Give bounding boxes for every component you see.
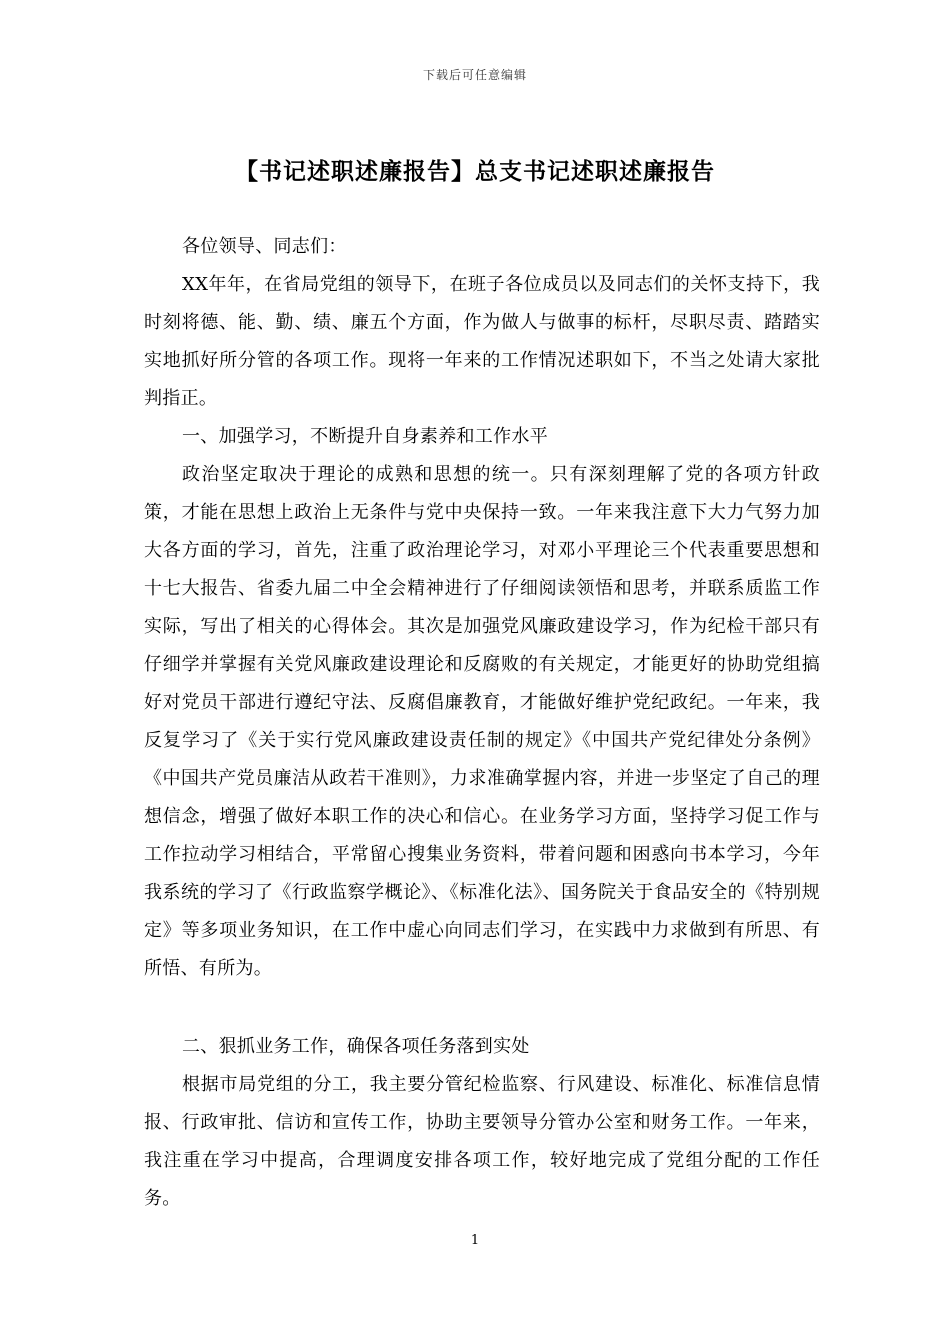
section-1-paragraph: 政治坚定取决于理论的成熟和思想的统一。只有深刻理解了党的各项方针政策，才能在思想上政治上无条件与党中央保持一致。一年来我注意下大力气努力加大各方面的学习，首先，注重了政治理论学习，对邓小平理论三个代表重要思想和十七大报告、省委九届二中全会精神进行了仔细阅读领悟和思考，并联系质监工作实际，写出了相关的心得体会。其次是加强党风廉政建设学习，作为纪检干部只有仔细学并掌握有关党风廉政建设理论和反腐败的有关规定，才能更好的协助党组搞好对党员干部进行遵纪守法、反腐倡廉教育，才能做好维护党纪政纪。一年来，我反复学习了《关于实行党风廉政建设责任制的规定》《中国共产党纪律处分条例》《中国共产党员廉洁从政若干准则》，力求准确掌握内容，并进一步坚定了自己的理想信念，增强了做好本职工作的决心和信心。在业务学习方面，坚持学习促工作与工作拉动学习相结合，平常留心搜集业务资料，带着问题和困惑向书本学习，今年我系统的学习了《行政监察学概论》、《标准化法》、国务院关于食品安全的《特别规定》等多项业务知识，在工作中虚心向同志们学习，在实践中力求做到有所思、有所悟、有所为。 [144, 464, 820, 979]
section-2-heading: 二、狠抓业务工作，确保各项任务落到实处 [182, 1036, 530, 1057]
intro-paragraph: XX年年，在省局党组的领导下，在班子各位成员以及同志们的关怀支持下，我时刻将德、能、勤、绩、廉五个方面，作为做人与做事的标杆，尽职尽责、踏踏实实地抓好所分管的各项工作。现将一年来的工作情况述职如下，不当之处请大家批判指正。 [144, 274, 820, 409]
document-title: 【书记述职述廉报告】总支书记述职述廉报告 [235, 158, 715, 185]
section-1-heading: 一、加强学习，不断提升自身素养和工作水平 [182, 426, 548, 447]
paragraph-spacer [144, 988, 820, 1028]
header-note: 下载后可任意编辑 [422, 68, 527, 82]
document-body [144, 228, 820, 1218]
section-2-paragraph: 根据市局党组的分工，我主要分管纪检监察、行风建设、标准化、标准信息情报、行政审批、信访和宣传工作，协助主要领导分管办公室和财务工作。一年来，我注重在学习中提高，合理调度安排各项工作，较好地完成了党组分配的工作任务。 [144, 1074, 820, 1209]
salutation: 各位领导、同志们： [182, 236, 347, 257]
page-number: 1 [470, 1233, 480, 1248]
